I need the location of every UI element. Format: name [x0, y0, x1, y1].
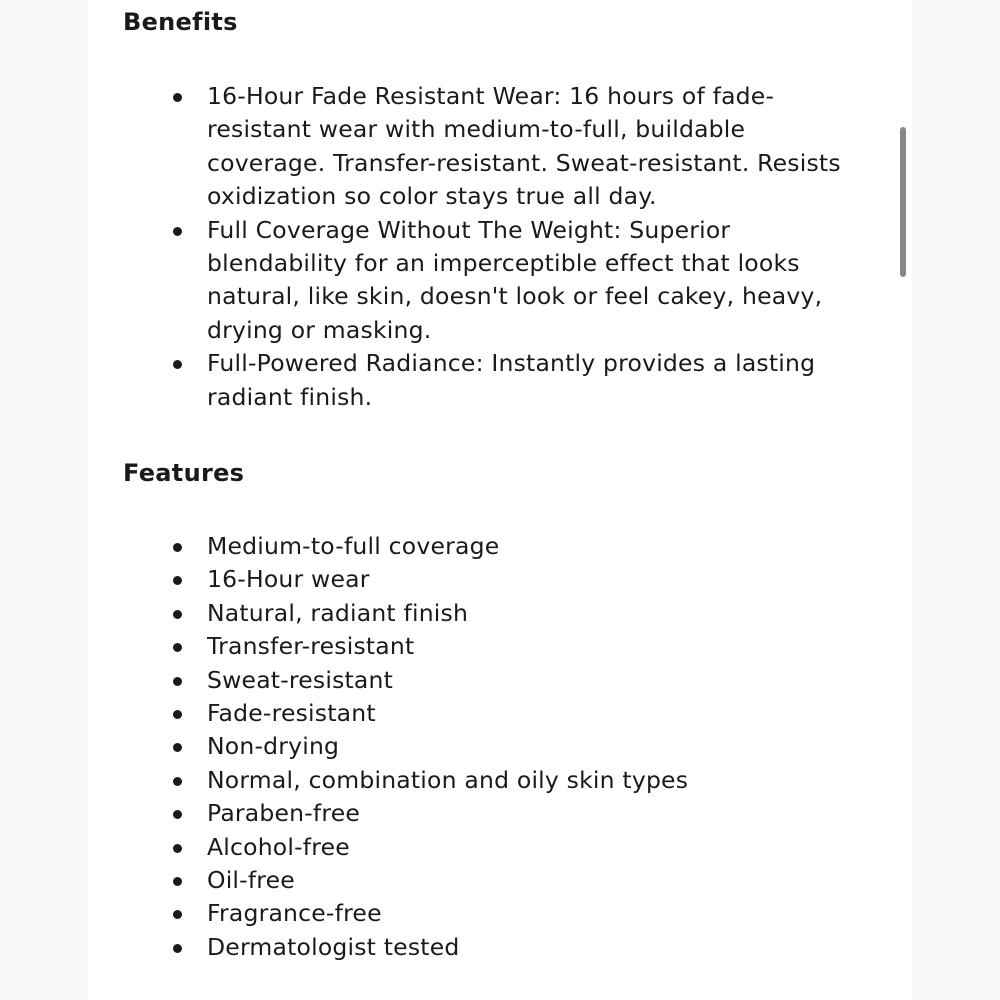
- bullet-icon: [173, 93, 182, 102]
- bullet-icon: [173, 677, 182, 686]
- bullet-icon: [173, 910, 182, 919]
- list-item-text: Alcohol-free: [207, 832, 350, 861]
- bullet-icon: [173, 360, 182, 369]
- bullet-icon: [173, 710, 182, 719]
- list-item: [123, 563, 853, 596]
- benefits-heading: Benefits: [123, 8, 238, 36]
- list-item-text: Paraben-free: [207, 799, 361, 828]
- list-item: [123, 931, 853, 964]
- list-item: [123, 597, 853, 630]
- features-list: [123, 530, 853, 964]
- list-item-text: Normal, combination and oily skin types: [207, 765, 689, 794]
- bullet-icon: [173, 610, 182, 619]
- benefits-list: [123, 80, 853, 414]
- list-item-text: Oil-free: [207, 866, 295, 895]
- bullet-icon: [173, 844, 182, 853]
- list-item: [123, 897, 853, 930]
- list-item-text: 16-Hour Fade Resistant Wear: 16 hours of fade-resistant wear with medium-to-full, buildable coverage. Transfer-resistant. Sweat-resistant. Resists oxidization so color stays true all day.: [207, 82, 841, 211]
- list-item: [123, 630, 853, 663]
- list-item-text: Full-Powered Radiance: Instantly provides a lasting radiant finish.: [207, 349, 816, 411]
- list-item-text: Fade-resistant: [207, 699, 376, 728]
- list-item-text: Transfer-resistant: [207, 632, 415, 661]
- list-item-text: Natural, radiant finish: [207, 598, 469, 627]
- list-item-text: Fragrance-free: [207, 899, 382, 928]
- bullet-icon: [173, 576, 182, 585]
- scrollbar[interactable]: [900, 127, 906, 277]
- bullet-icon: [173, 944, 182, 953]
- features-heading: Features: [123, 459, 245, 487]
- list-item-text: Non-drying: [207, 732, 340, 761]
- list-item: [123, 764, 853, 797]
- list-item: [123, 80, 847, 214]
- list-item-text: Full Coverage Without The Weight: Superior blendability for an imperceptible effect that looks natural, like skin, doesn't look or feel cakey, heavy, drying or masking.: [207, 215, 823, 344]
- list-item: [123, 864, 853, 897]
- bullet-icon: [173, 227, 182, 236]
- list-item: [123, 730, 853, 763]
- bullet-icon: [173, 543, 182, 552]
- bullet-icon: [173, 743, 182, 752]
- list-item-text: Sweat-resistant: [207, 665, 394, 694]
- bullet-icon: [173, 810, 182, 819]
- list-item: [123, 831, 853, 864]
- list-item: [123, 214, 847, 348]
- list-item-text: Dermatologist tested: [207, 932, 460, 961]
- list-item: [123, 697, 853, 730]
- list-item: [123, 530, 853, 563]
- list-item: [123, 664, 853, 697]
- bullet-icon: [173, 877, 182, 886]
- list-item-text: 16-Hour wear: [207, 565, 370, 594]
- list-item: [123, 797, 853, 830]
- bullet-icon: [173, 777, 182, 786]
- list-item-text: Medium-to-full coverage: [207, 532, 500, 560]
- bullet-icon: [173, 643, 182, 652]
- list-item: [123, 347, 847, 414]
